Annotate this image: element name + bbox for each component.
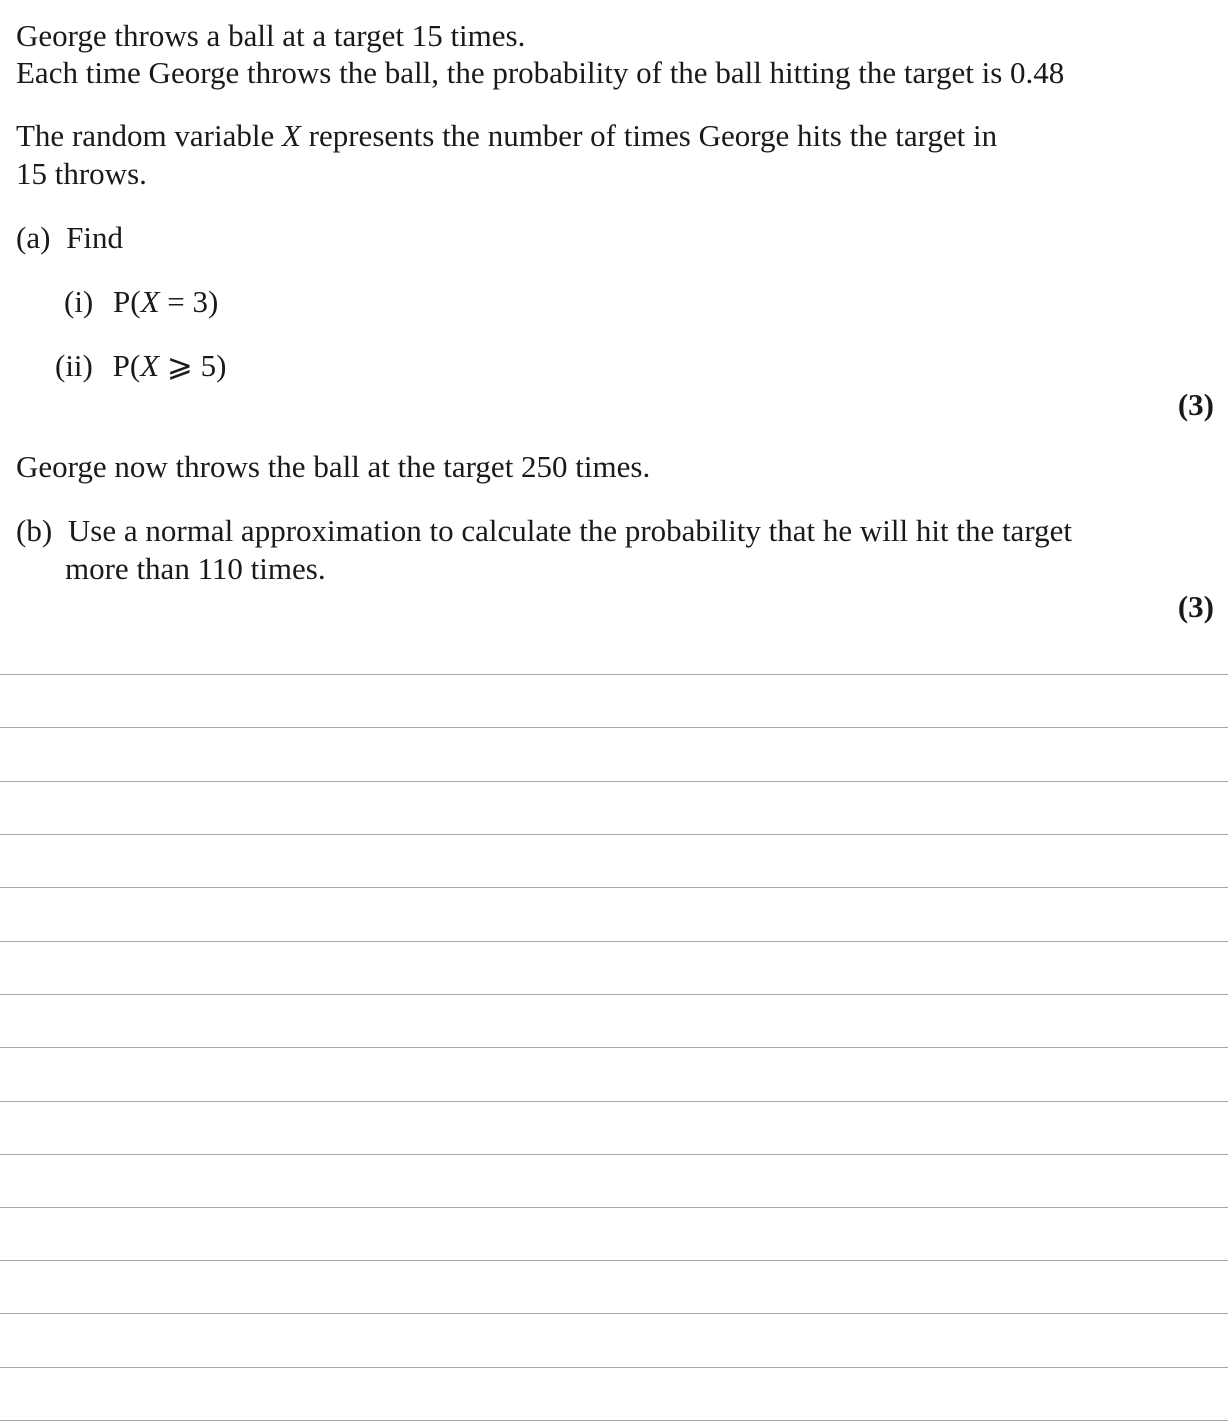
intro-line-1: George throws a ball at a target 15 times. <box>16 18 526 53</box>
part-b-text-line-2: more than 110 times. <box>65 551 326 586</box>
part-a-i <box>64 283 218 321</box>
bridge-text: George now throws the ball at the target 250 times. <box>16 449 651 484</box>
rv-line-2: 15 throws. <box>16 156 147 191</box>
part-a-text: Find <box>66 220 124 255</box>
part-b-marks: (3) <box>1177 589 1214 624</box>
answer-line <box>0 1313 1228 1314</box>
part-a-i-expr-var: X <box>140 284 160 319</box>
part-a-ii <box>55 347 226 385</box>
part-a-ii-expr-pre: P( <box>112 348 141 383</box>
answer-line <box>0 781 1228 782</box>
part-a-heading <box>16 219 123 257</box>
rv-variable: X <box>281 118 301 153</box>
answer-line <box>0 1101 1228 1102</box>
rv-line-1-pre: The random variable <box>16 118 282 153</box>
rv-line-1-post: represents the number of times George hits the target in <box>300 118 998 153</box>
answer-line <box>0 1260 1228 1261</box>
part-a-marks: (3) <box>1177 387 1214 422</box>
answer-line <box>0 887 1228 888</box>
answer-line <box>0 1420 1228 1421</box>
part-b-text-line-1: Use a normal approximation to calculate the probability that he will hit the target <box>67 513 1072 548</box>
answer-line <box>0 1367 1228 1368</box>
part-a-ii-label: (ii) <box>55 348 93 383</box>
part-a-i-expr-pre: P( <box>113 284 141 319</box>
answer-line <box>0 727 1228 728</box>
answer-line <box>0 674 1228 675</box>
part-b-line-1 <box>16 512 1072 550</box>
answer-line <box>0 1207 1228 1208</box>
part-a-label: (a) <box>16 220 51 255</box>
part-a-i-expression <box>113 284 218 319</box>
part-a-ii-expression <box>113 348 227 383</box>
rv-line-1 <box>16 117 997 155</box>
answer-line <box>0 941 1228 942</box>
intro-line-2: Each time George throws the ball, the probability of the ball hitting the target is 0.48 <box>16 55 1065 90</box>
part-b-label: (b) <box>16 513 53 548</box>
part-a-ii-expr-var: X <box>140 348 160 383</box>
answer-line <box>0 1154 1228 1155</box>
part-a-i-expr-post: = 3) <box>159 284 219 319</box>
answer-line <box>0 994 1228 995</box>
answer-line <box>0 1047 1228 1048</box>
part-a-i-label: (i) <box>64 284 94 319</box>
answer-line <box>0 834 1228 835</box>
part-a-ii-expr-post: ⩾ 5) <box>159 348 227 383</box>
